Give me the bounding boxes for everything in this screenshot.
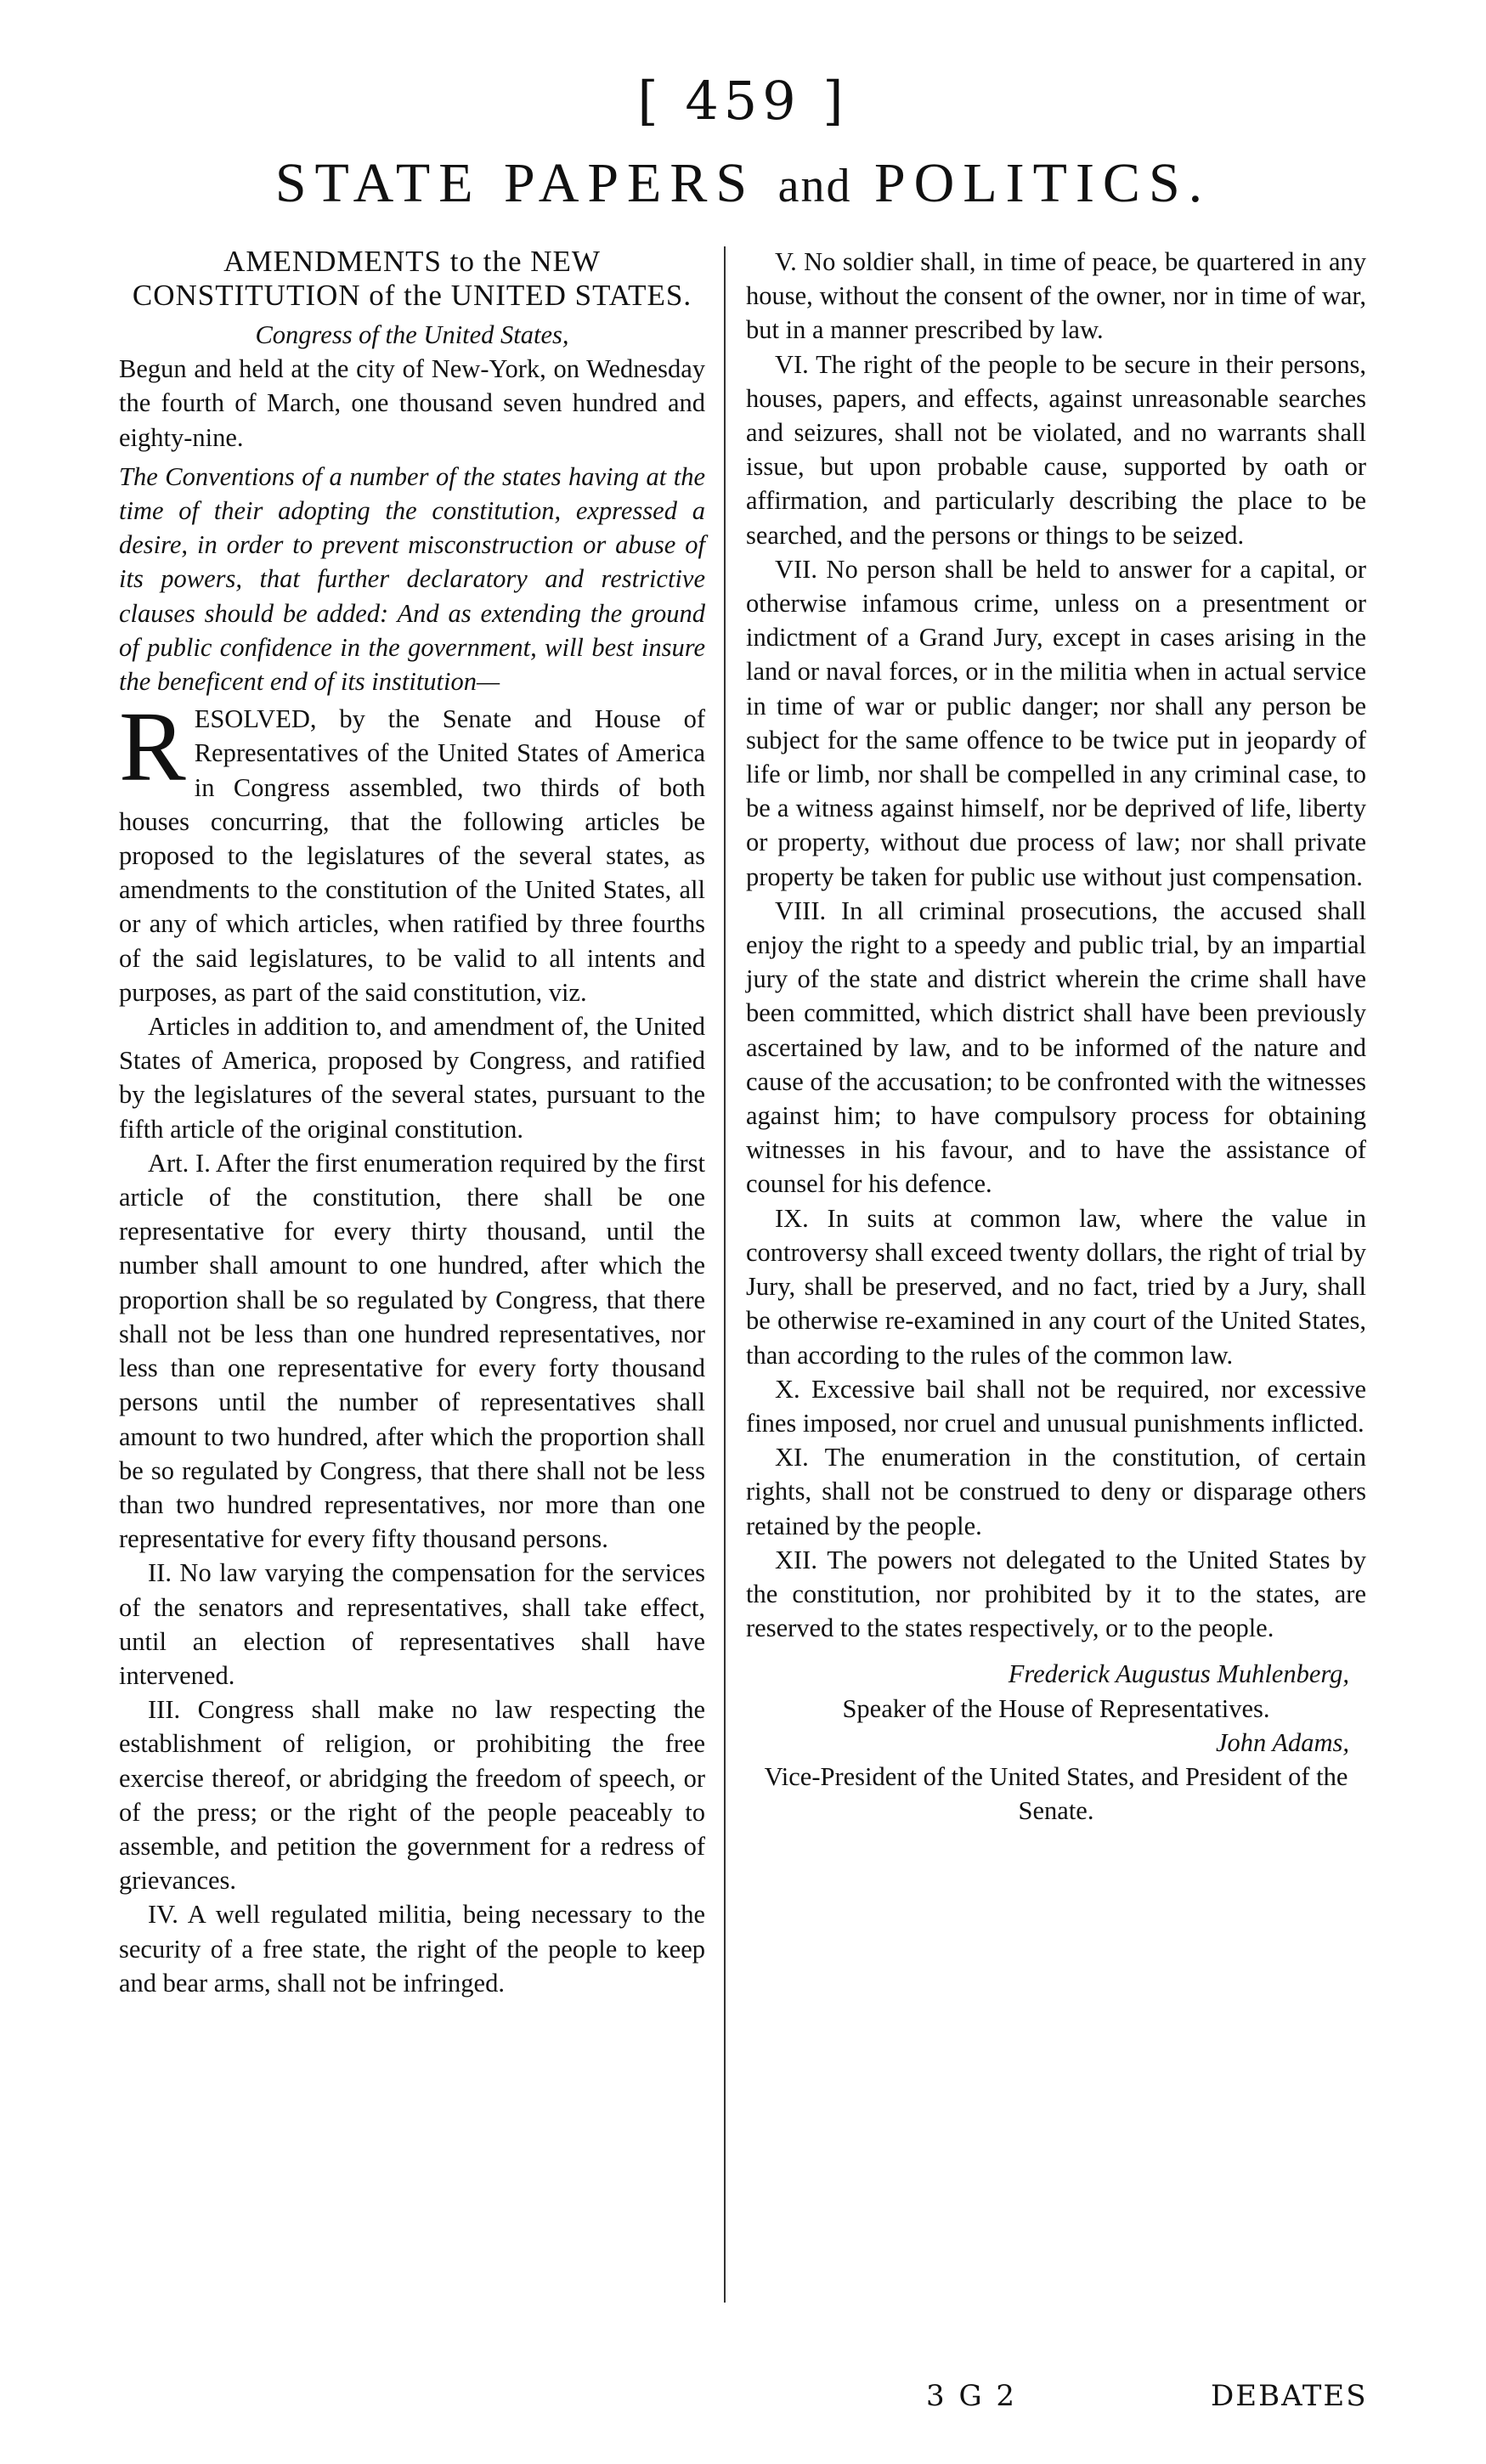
running-head-politics: POLITICS. (873, 152, 1212, 214)
articles-intro: Articles in addition to, and amendment of, the United States of America, proposed by Congress, and ratified by the legislatures of the several states, pursuant to the fifth article of the original constitution. (119, 1012, 705, 1144)
article-5: V. No soldier shall, in time of peace, be quartered in any house, without the consent of the owner, nor in time of war, but in a manner prescribed by law. (746, 247, 1366, 345)
signature-speaker-role: Speaker of the House of Representatives. (842, 1693, 1270, 1723)
running-head-and: and (777, 160, 852, 212)
column-divider (724, 246, 726, 2303)
congress-heading: Congress of the United States, (255, 320, 569, 349)
article-9: IX. In suits at common law, where the value in controversy shall exceed twenty dollars, the right of trial by Jury, shall be preserved, and no fact, tried by a Jury, shall be otherwise re-examined in any court of the United States, than according to the rules of the common law. (746, 1203, 1366, 1370)
article-3: III. Congress shall make no law respecting the establishment of religion, or prohibiting the free exercise thereof, or abridging the freedom of speech, or of the press; or the right of the people peaceably to assemble, and petition the government for a redress of grievances. (119, 1695, 705, 1896)
signature-vp-name: John Adams, (1215, 1727, 1349, 1757)
article-4: IV. A well regulated militia, being necessary to the security of a free state, the right of the people to keep and bear arms, shall not be infringed. (119, 1900, 705, 1998)
preamble: The Conventions of a number of the states having at the time of their adopting the constitution, expressed a desire, in order to prevent misconstruction or abuse of its powers, that further declaratory and restrictive clauses should be added: And as extending the ground of public confidence in the government, will best insure the beneficent end of its institution— (119, 461, 705, 697)
left-column (119, 245, 705, 2000)
resolution (119, 691, 705, 1009)
page-number: [ 459 ] (637, 70, 849, 132)
drop-cap: R (119, 691, 186, 803)
signature-vp-role: Vice-President of the United States, and President of the Senate. (764, 1761, 1348, 1826)
article-10: X. Excessive bail shall not be required, nor excessive fines imposed, nor cruel and unusual punishments inflicted. (746, 1374, 1366, 1438)
printer-signature-mark: 3 G 2 (926, 2379, 1018, 2413)
running-head (0, 151, 1486, 216)
article-6: VI. The right of the people to be secure in their persons, houses, papers, and effects, against unreasonable searches and seizures, shall not be violated, and no warrants shall issue, but upon probable cause, supported by oath or affirmation, and particularly describing the place to be searched, and the persons or things to be seized. (746, 349, 1366, 550)
running-head-state-papers: STATE PAPERS (274, 152, 756, 214)
signatures (746, 1657, 1366, 1828)
article-title: AMENDMENTS to the NEW CONSTITUTION of the UNITED STATES. (132, 245, 692, 312)
article-8: VIII. In all criminal prosecutions, the accused shall enjoy the right to a speedy and public trial, by an impartial jury of the state and district wherein the crime shall have been committed, which district shall have been previously ascertained by law, and to be informed of the nature and cause of the accusation; to be confronted with the witnesses against him; to have compulsory process for obtaining witnesses in his favour, and to have the assistance of counsel for his defence. (746, 896, 1366, 1199)
signature-speaker-name: Frederick Augustus Muhlenberg, (1008, 1659, 1349, 1689)
article-11: XI. The enumeration in the constitution, of certain rights, shall not be construed to deny or disparage others retained by the people. (746, 1443, 1366, 1540)
article-2: II. No law varying the compensation for the services of the senators and representatives, shall take effect, until an election of representatives shall have intervened. (119, 1558, 705, 1690)
catchword: DEBATES (1211, 2379, 1368, 2413)
article-1: Art. I. After the first enumeration required by the first article of the constitution, there shall be one representative for every thirty thousand, until the number shall amount to one hundred, after which the proportion shall be so regulated by Congress, that there shall not be less than one hundred representatives, nor less than one representative for every forty thousand persons until the number of representatives shall amount to two hundred, after which the proportion shall be so regulated by Congress, that there shall not be less than two hundred representatives, nor more than one representative for every fifty thousand persons. (119, 1148, 705, 1554)
resolution-text: ESOLVED, by the Senate and House of Representatives of the United States of America in Congress assembled, two thirds of both houses concurring, that the following articles be proposed to the legislatures of the several states, as amendments to the constitution of the United States, all or any of which articles, when ratified by three fourths of the said legislatures, to be valid to all intents and purposes, as part of the said constitution, viz. (119, 704, 705, 1007)
right-column (746, 245, 1366, 1828)
article-12: XII. The powers not delegated to the United States by the constitution, nor prohibited by it to the states, are reserved to the states respectively, or to the people. (746, 1545, 1366, 1643)
article-7: VII. No person shall be held to answer for a capital, or otherwise infamous crime, unless on a presentment or indictment of a Grand Jury, except in cases arising in the land or naval forces, or in the militia when in actual service in time of war or public danger; nor shall any person be subject for the same offence to be twice put in jeopardy of life or limb, nor shall be compelled in any criminal case, to be a witness against himself, nor be deprived of life, liberty or property, without due process of law; nor shall private property be taken for public use without just compensation. (746, 554, 1366, 891)
session-date: Begun and held at the city of New-York, on Wednesday the fourth of March, one thousand seven hundred and eighty-nine. (119, 354, 705, 452)
